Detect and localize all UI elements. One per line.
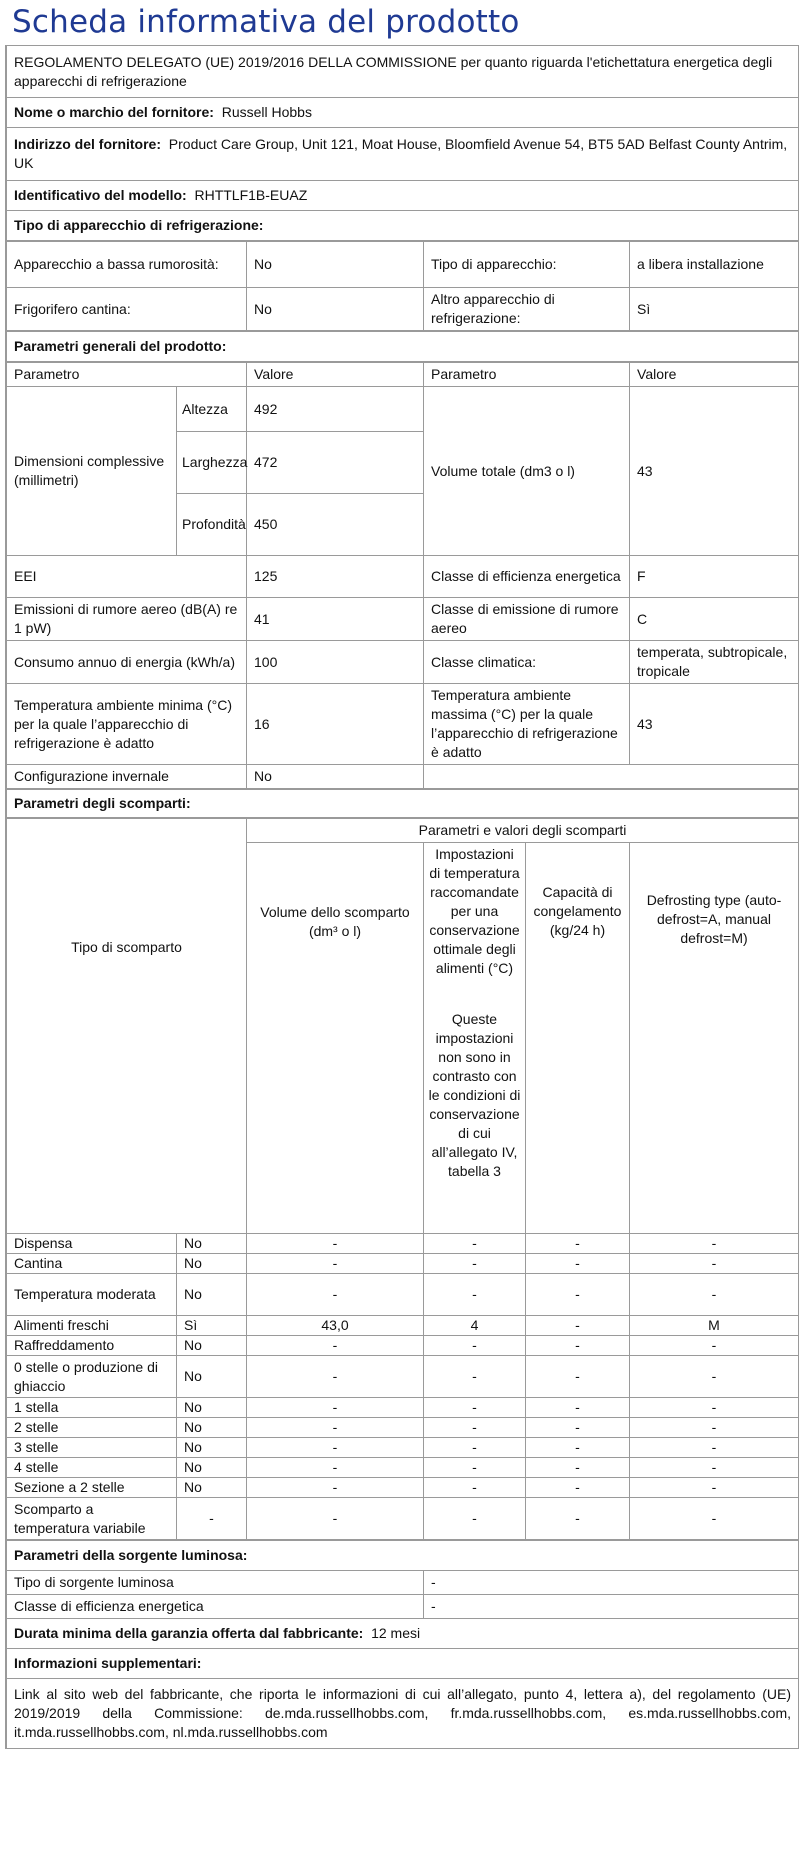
max-ambient-temp-label: Temperatura ambiente massima (°C) per la quale l’apparecchio di refrigerazione è adatto (424, 684, 630, 765)
wine-storage-label: Frigorifero cantina: (7, 288, 247, 331)
light-source-type-value: - (424, 1571, 799, 1595)
compartments-heading-table (6, 789, 799, 818)
compartment-temp: - (424, 1398, 526, 1418)
min-ambient-temp-label: Temperatura ambiente minima (°C) per la quale l’apparecchio di refrigerazione è adatto (7, 684, 247, 765)
other-appliance-label: Altro apparecchio di refrigerazione: (424, 288, 630, 331)
light-source-heading: Parametri della sorgente luminosa: (7, 1541, 799, 1571)
model-id-value: RHTTLF1B-EUAZ (194, 187, 308, 203)
compartment-temp: - (424, 1356, 526, 1398)
compartment-name: Temperatura moderata (7, 1274, 177, 1316)
compartment-present: No (177, 1438, 247, 1458)
recommended-temp-header: Impostazioni di temperatura raccomandate per una conservazione ottimale degli alimenti (°C) (424, 843, 526, 1008)
compartment-volume: - (247, 1336, 424, 1356)
compartments-table (6, 818, 799, 1540)
compartment-temp: - (424, 1458, 526, 1478)
compartment-name: Scomparto a temperatura variabile (7, 1498, 177, 1540)
compartment-freeze: - (526, 1356, 630, 1398)
compartment-present: No (177, 1234, 247, 1254)
compartment-row (7, 1458, 799, 1478)
compartment-defrost: - (630, 1478, 799, 1498)
general-parameters-table (6, 362, 799, 789)
annual-consumption-value: 100 (247, 641, 424, 684)
compartment-freeze: - (526, 1438, 630, 1458)
min-ambient-temp-value: 16 (247, 684, 424, 765)
compartment-present: No (177, 1478, 247, 1498)
warranty-value: 12 mesi (371, 1625, 421, 1641)
supplier-address-label: Indirizzo del fornitore: (14, 136, 161, 152)
winter-setting-label: Configurazione invernale (7, 765, 247, 789)
compartment-present: - (177, 1498, 247, 1540)
compartment-freeze: - (526, 1418, 630, 1438)
low-noise-value: No (247, 242, 424, 288)
eei-label: EEI (7, 556, 247, 598)
compartment-row (7, 1498, 799, 1540)
sheet-table (5, 45, 799, 1749)
compartment-row (7, 1418, 799, 1438)
compartment-temp: - (424, 1438, 526, 1458)
compartment-row (7, 1356, 799, 1398)
depth-value: 450 (247, 494, 424, 556)
compartment-row (7, 1316, 799, 1336)
compartment-freeze: - (526, 1458, 630, 1478)
height-value: 492 (247, 387, 424, 432)
compartment-defrost: - (630, 1356, 799, 1398)
compartment-defrost: - (630, 1438, 799, 1458)
compartment-row (7, 1336, 799, 1356)
supplier-name-label: Nome o marchio del fornitore: (14, 104, 214, 120)
light-source-class-label: Classe di efficienza energetica (7, 1595, 424, 1619)
compartment-freeze: - (526, 1336, 630, 1356)
light-source-type-label: Tipo di sorgente luminosa (7, 1571, 424, 1595)
noise-emission-value: 41 (247, 598, 424, 641)
energy-class-value: F (630, 556, 799, 598)
compartment-row (7, 1398, 799, 1418)
compartment-present: No (177, 1274, 247, 1316)
wine-storage-value: No (247, 288, 424, 331)
appliance-type-value: a libera installazione (630, 242, 799, 288)
climate-class-value: temperata, subtropicale, tropicale (630, 641, 799, 684)
recommended-temp-note: Queste impostazioni non sono in contrasto con le condizioni di conservazione di cui all’allegato IV, tabella 3 (424, 1008, 526, 1234)
total-volume-label: Volume totale (dm3 o l) (424, 387, 630, 556)
model-id-row (7, 181, 799, 211)
appliance-type-table (6, 241, 799, 331)
eei-value: 125 (247, 556, 424, 598)
compartment-present: No (177, 1356, 247, 1398)
compartment-freeze: - (526, 1254, 630, 1274)
compartment-temp: - (424, 1336, 526, 1356)
compartment-defrost: - (630, 1336, 799, 1356)
compartment-row (7, 1254, 799, 1274)
low-noise-label: Apparecchio a bassa rumorosità: (7, 242, 247, 288)
compartment-type-header: Tipo di scomparto (7, 819, 247, 1008)
appliance-type-label: Tipo di apparecchio: (424, 242, 630, 288)
supplier-name-value: Russell Hobbs (221, 104, 312, 120)
noise-class-value: C (630, 598, 799, 641)
light-source-class-value: - (424, 1595, 799, 1619)
col-header-value-2: Valore (630, 363, 799, 387)
noise-emission-label: Emissioni di rumore aereo (dB(A) re 1 pW) (7, 598, 247, 641)
page-title: Scheda informativa del prodotto (12, 4, 520, 40)
compartment-row (7, 1274, 799, 1316)
energy-class-label: Classe di efficienza energetica (424, 556, 630, 598)
compartment-defrost: - (630, 1234, 799, 1254)
compartment-volume: - (247, 1478, 424, 1498)
compartment-defrost: - (630, 1274, 799, 1316)
compartment-name: 4 stelle (7, 1458, 177, 1478)
compartment-temp: - (424, 1254, 526, 1274)
compartment-present: No (177, 1398, 247, 1418)
compartment-temp: - (424, 1234, 526, 1254)
compartment-present: Sì (177, 1316, 247, 1336)
compartment-volume: - (247, 1398, 424, 1418)
compartment-volume: - (247, 1356, 424, 1398)
compartment-temp: - (424, 1418, 526, 1438)
light-source-table (6, 1540, 799, 1749)
general-parameters-heading: Parametri generali del prodotto: (7, 332, 799, 362)
noise-class-label: Classe di emissione di rumore aereo (424, 598, 630, 641)
compartment-row (7, 1478, 799, 1498)
compartment-defrost: - (630, 1398, 799, 1418)
compartment-volume: - (247, 1418, 424, 1438)
compartment-volume: 43,0 (247, 1316, 424, 1336)
height-label: Altezza (177, 387, 247, 432)
compartment-name: Sezione a 2 stelle (7, 1478, 177, 1498)
compartment-volume: - (247, 1254, 424, 1274)
compartment-present: No (177, 1458, 247, 1478)
supplier-name-row (7, 98, 799, 128)
compartment-defrost: - (630, 1418, 799, 1438)
compartments-heading: Parametri degli scomparti: (7, 790, 799, 818)
other-appliance-value: Sì (630, 288, 799, 331)
compartment-temp: 4 (424, 1316, 526, 1336)
depth-label: Profondità (177, 494, 247, 556)
compartment-row (7, 1438, 799, 1458)
dimensions-label: Dimensioni complessive (millimetri) (7, 387, 177, 556)
appliance-type-heading: Tipo di apparecchio di refrigerazione: (7, 211, 799, 241)
compartment-rows (7, 1234, 799, 1540)
empty-cell (424, 765, 799, 789)
model-id-label: Identificativo del modello: (14, 187, 187, 203)
col-header-parameter-2: Parametro (424, 363, 630, 387)
warranty-label: Durata minima della garanzia offerta dal fabbricante: (14, 1625, 364, 1641)
compartment-name: Alimenti freschi (7, 1316, 177, 1336)
supplier-address-value: Product Care Group, Unit 121, Moat House, Bloomfield Avenue 54, BT5 5AD Belfast County Antrim, UK (14, 136, 788, 171)
additional-info-heading: Informazioni supplementari: (7, 1649, 799, 1679)
winter-setting-value: No (247, 765, 424, 789)
compartment-name: 1 stella (7, 1398, 177, 1418)
compartment-freeze: - (526, 1478, 630, 1498)
compartment-type-header-spacer (7, 1008, 247, 1234)
compartment-temp: - (424, 1478, 526, 1498)
compartment-freeze: - (526, 1316, 630, 1336)
compartment-volume: - (247, 1234, 424, 1254)
compartment-defrost: - (630, 1498, 799, 1540)
width-label: Larghezza (177, 432, 247, 494)
total-volume-value: 43 (630, 387, 799, 556)
defrosting-type-header: Defrosting type (auto-defrost=A, manual defrost=M) (630, 843, 799, 1234)
compartment-volume: - (247, 1274, 424, 1316)
compartment-temp: - (424, 1274, 526, 1316)
compartment-present: No (177, 1254, 247, 1274)
width-value: 472 (247, 432, 424, 494)
compartment-volume-header: Volume dello scomparto (dm³ o l) (247, 843, 424, 1234)
compartment-freeze: - (526, 1398, 630, 1418)
freezing-capacity-header: Capacità di congelamento (kg/24 h) (526, 843, 630, 1234)
compartment-freeze: - (526, 1498, 630, 1540)
compartment-volume: - (247, 1458, 424, 1478)
compartment-present: No (177, 1336, 247, 1356)
compartment-defrost: - (630, 1458, 799, 1478)
compartment-params-group-header: Parametri e valori degli scomparti (247, 819, 799, 843)
additional-info-text: Link al sito web del fabbricante, che riporta le informazioni di cui all’allegato, punto 4, lettera a), del regolamento (UE) 2019/2019 della Commissione: de.mda.russellhobbs.com, fr.mda.russellhobbs.com, es.mda.russellhobbs.com, it.mda.russellhobbs.com, nl.mda.russellhobbs.com (7, 1679, 799, 1749)
compartment-name: Dispensa (7, 1234, 177, 1254)
col-header-parameter: Parametro (7, 363, 247, 387)
annual-consumption-label: Consumo annuo di energia (kWh/a) (7, 641, 247, 684)
compartment-name: 2 stelle (7, 1418, 177, 1438)
compartment-volume: - (247, 1498, 424, 1540)
col-header-value: Valore (247, 363, 424, 387)
compartment-freeze: - (526, 1234, 630, 1254)
compartment-defrost: M (630, 1316, 799, 1336)
compartment-name: Raffreddamento (7, 1336, 177, 1356)
climate-class-label: Classe climatica: (424, 641, 630, 684)
compartment-present: No (177, 1418, 247, 1438)
compartment-freeze: - (526, 1274, 630, 1316)
regulation-text: REGOLAMENTO DELEGATO (UE) 2019/2016 DELLA COMMISSIONE per quanto riguarda l'etichettatura energetica degli apparecchi di refrigerazione (7, 46, 799, 98)
compartment-name: 0 stelle o produzione di ghiaccio (7, 1356, 177, 1398)
general-heading-table (6, 331, 799, 362)
compartment-name: Cantina (7, 1254, 177, 1274)
compartment-temp: - (424, 1498, 526, 1540)
compartment-defrost: - (630, 1254, 799, 1274)
compartment-name: 3 stelle (7, 1438, 177, 1458)
max-ambient-temp-value: 43 (630, 684, 799, 765)
compartment-volume: - (247, 1438, 424, 1458)
supplier-address-row (7, 128, 799, 181)
compartment-row (7, 1234, 799, 1254)
warranty-row (7, 1619, 799, 1649)
supplier-table (6, 45, 799, 241)
